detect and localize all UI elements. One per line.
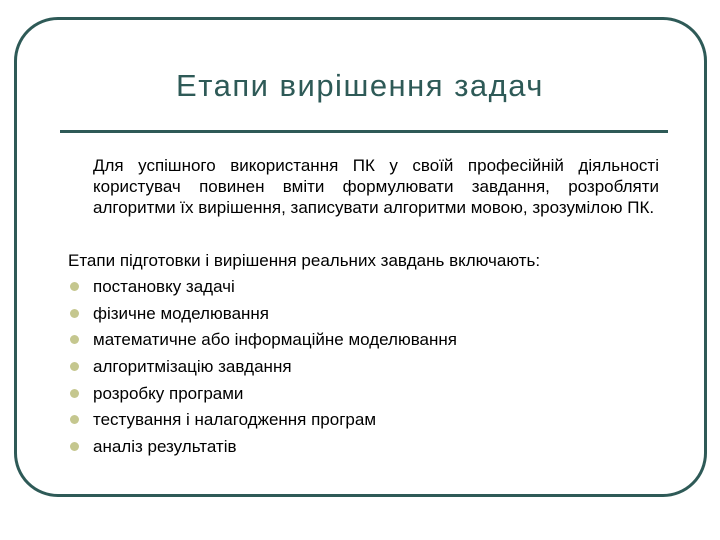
- stages-list: [68, 276, 668, 463]
- list-item: [68, 436, 668, 463]
- bullet-dot-icon: [70, 362, 79, 371]
- list-item: [68, 356, 668, 383]
- list-item-label: тестування і налагодження програм: [93, 410, 377, 430]
- bullet-dot-icon: [70, 335, 79, 344]
- intro-paragraph: Для успішного використання ПК у своїй професійній діяльності користувач повинен вміти формулювати завдання, розробляти алгоритми їх вирішення, записувати алгоритми мовою, зрозумілою ПК.: [93, 156, 659, 217]
- stages-lead-text: Етапи підготовки і вирішення реальних завдань включають:: [68, 251, 541, 270]
- list-item-label: математичне або інформаційне моделювання: [93, 330, 457, 350]
- list-item: [68, 383, 668, 410]
- list-item: [68, 329, 668, 356]
- list-item-label: алгоритмізацію завдання: [93, 357, 292, 377]
- bullet-dot-icon: [70, 309, 79, 318]
- list-item-label: фізичне моделювання: [93, 303, 270, 323]
- bullet-dot-icon: [70, 415, 79, 424]
- slide-title: Етапи вирішення задач: [176, 68, 544, 103]
- list-item-label: розробку програми: [93, 383, 244, 403]
- list-item-label: аналіз результатів: [93, 437, 237, 457]
- list-item: [68, 276, 668, 303]
- list-item: [68, 409, 668, 436]
- bullet-dot-icon: [70, 442, 79, 451]
- list-item-label: постановку задачі: [93, 277, 235, 296]
- list-item: [68, 303, 668, 330]
- bullet-dot-icon: [70, 389, 79, 398]
- title-divider: [60, 130, 668, 133]
- bullet-dot-icon: [70, 282, 79, 291]
